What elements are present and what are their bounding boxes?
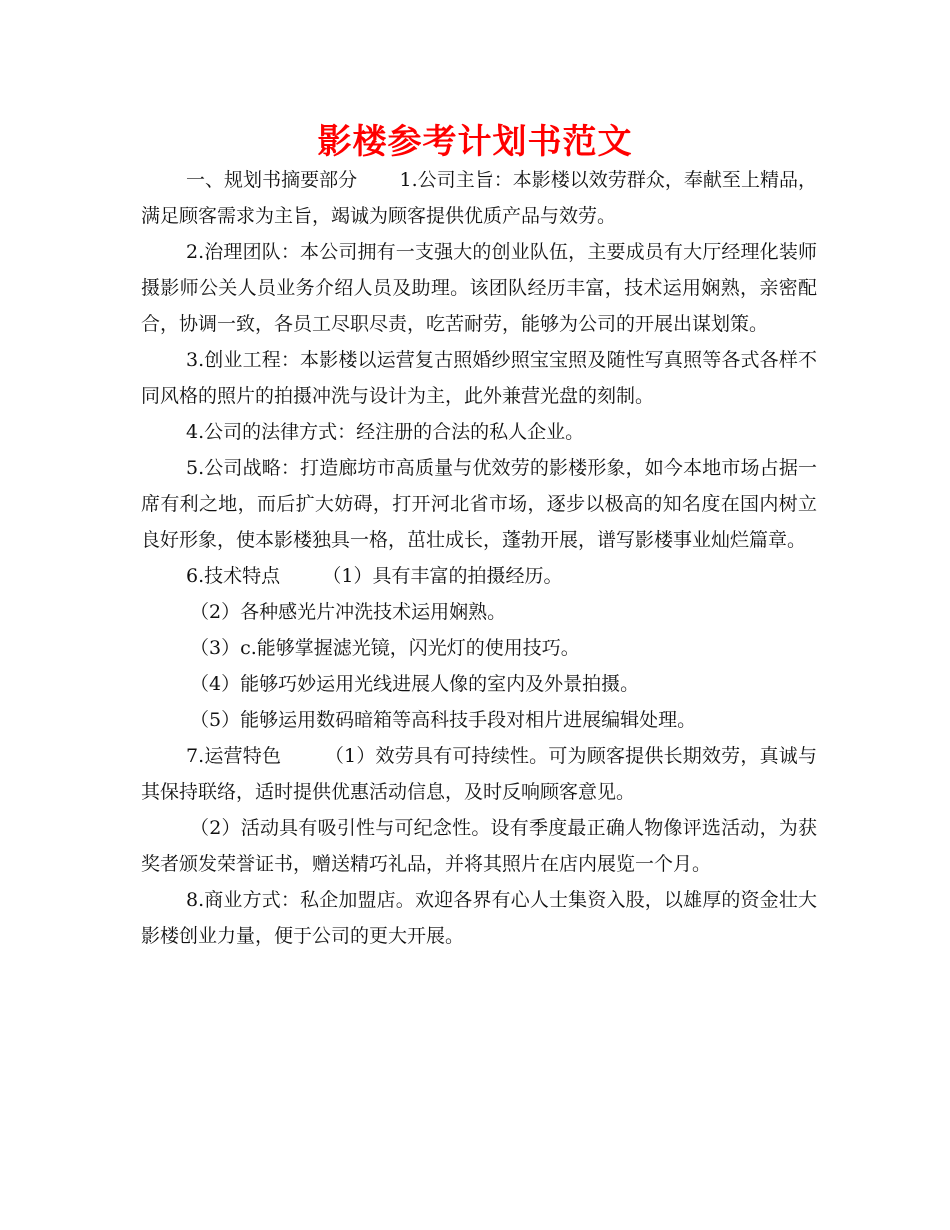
- paragraph-operation-item-2: （2）活动具有吸引性与可纪念性。设有季度最正确人物像评选活动，为获奖者颁发荣誉证书，赠送精巧礼品，并将其照片在店内展览一个月。: [141, 817, 817, 875]
- paragraph-tech-item-3: （3）c.能够掌握滤光镜，闪光灯的使用技巧。: [190, 637, 580, 659]
- paragraph-legal-form: 4.公司的法律方式：经注册的合法的私人企业。: [186, 421, 585, 443]
- paragraph-strategy: 5.公司战略：打造廊坊市高质量与优效劳的影楼形象，如今本地市场占据一席有利之地，而后扩大妨碍，打开河北省市场，逐步以极高的知名度在国内树立良好形象，使本影楼独具一格，茁壮成长，蓬勃开展，谱写影楼事业灿烂篇章。: [141, 457, 817, 551]
- document-title: 影楼参考计划书范文: [317, 122, 633, 162]
- paragraph-business-model: 8.商业方式：私企加盟店。欢迎各界有心人士集资入股，以雄厚的资金壮大影楼创业力量，便于公司的更大开展。: [141, 889, 817, 947]
- paragraph-tech-item-2: （2）各种感光片冲洗技术运用娴熟。: [190, 601, 507, 623]
- paragraph-management-team: 2.治理团队：本公司拥有一支强大的创业队伍，主要成员有大厅经理化装师摄影师公关人员业务介绍人员及助理。该团队经历丰富，技术运用娴熟，亲密配合，协调一致，各员工尽职尽责，吃苦耐劳，能够为公司的开展出谋划策。: [141, 241, 817, 335]
- paragraph-tech-features: 6.技术特点 （1）具有丰富的拍摄经历。: [186, 565, 563, 587]
- paragraph-business-project: 3.创业工程：本影楼以运营复古照婚纱照宝宝照及随性写真照等各式各样不同风格的照片的拍摄冲洗与设计为主，此外兼营光盘的刻制。: [141, 349, 817, 407]
- document-body: [141, 162, 817, 954]
- paragraph-summary: 一、规划书摘要部分 1.公司主旨：本影楼以效劳群众，奉献至上精品，满足顾客需求为主旨，竭诚为顾客提供优质产品与效劳。: [141, 169, 817, 227]
- paragraph-tech-item-5: （5）能够运用数码暗箱等高科技手段对相片进展编辑处理。: [190, 709, 697, 731]
- paragraph-operation-features: 7.运营特色 （1）效劳具有可持续性。可为顾客提供长期效劳，真诚与其保持联络，适时提供优惠活动信息，及时反响顾客意见。: [141, 745, 817, 803]
- paragraph-tech-item-4: （4）能够巧妙运用光线进展人像的室内及外景拍摄。: [190, 673, 640, 695]
